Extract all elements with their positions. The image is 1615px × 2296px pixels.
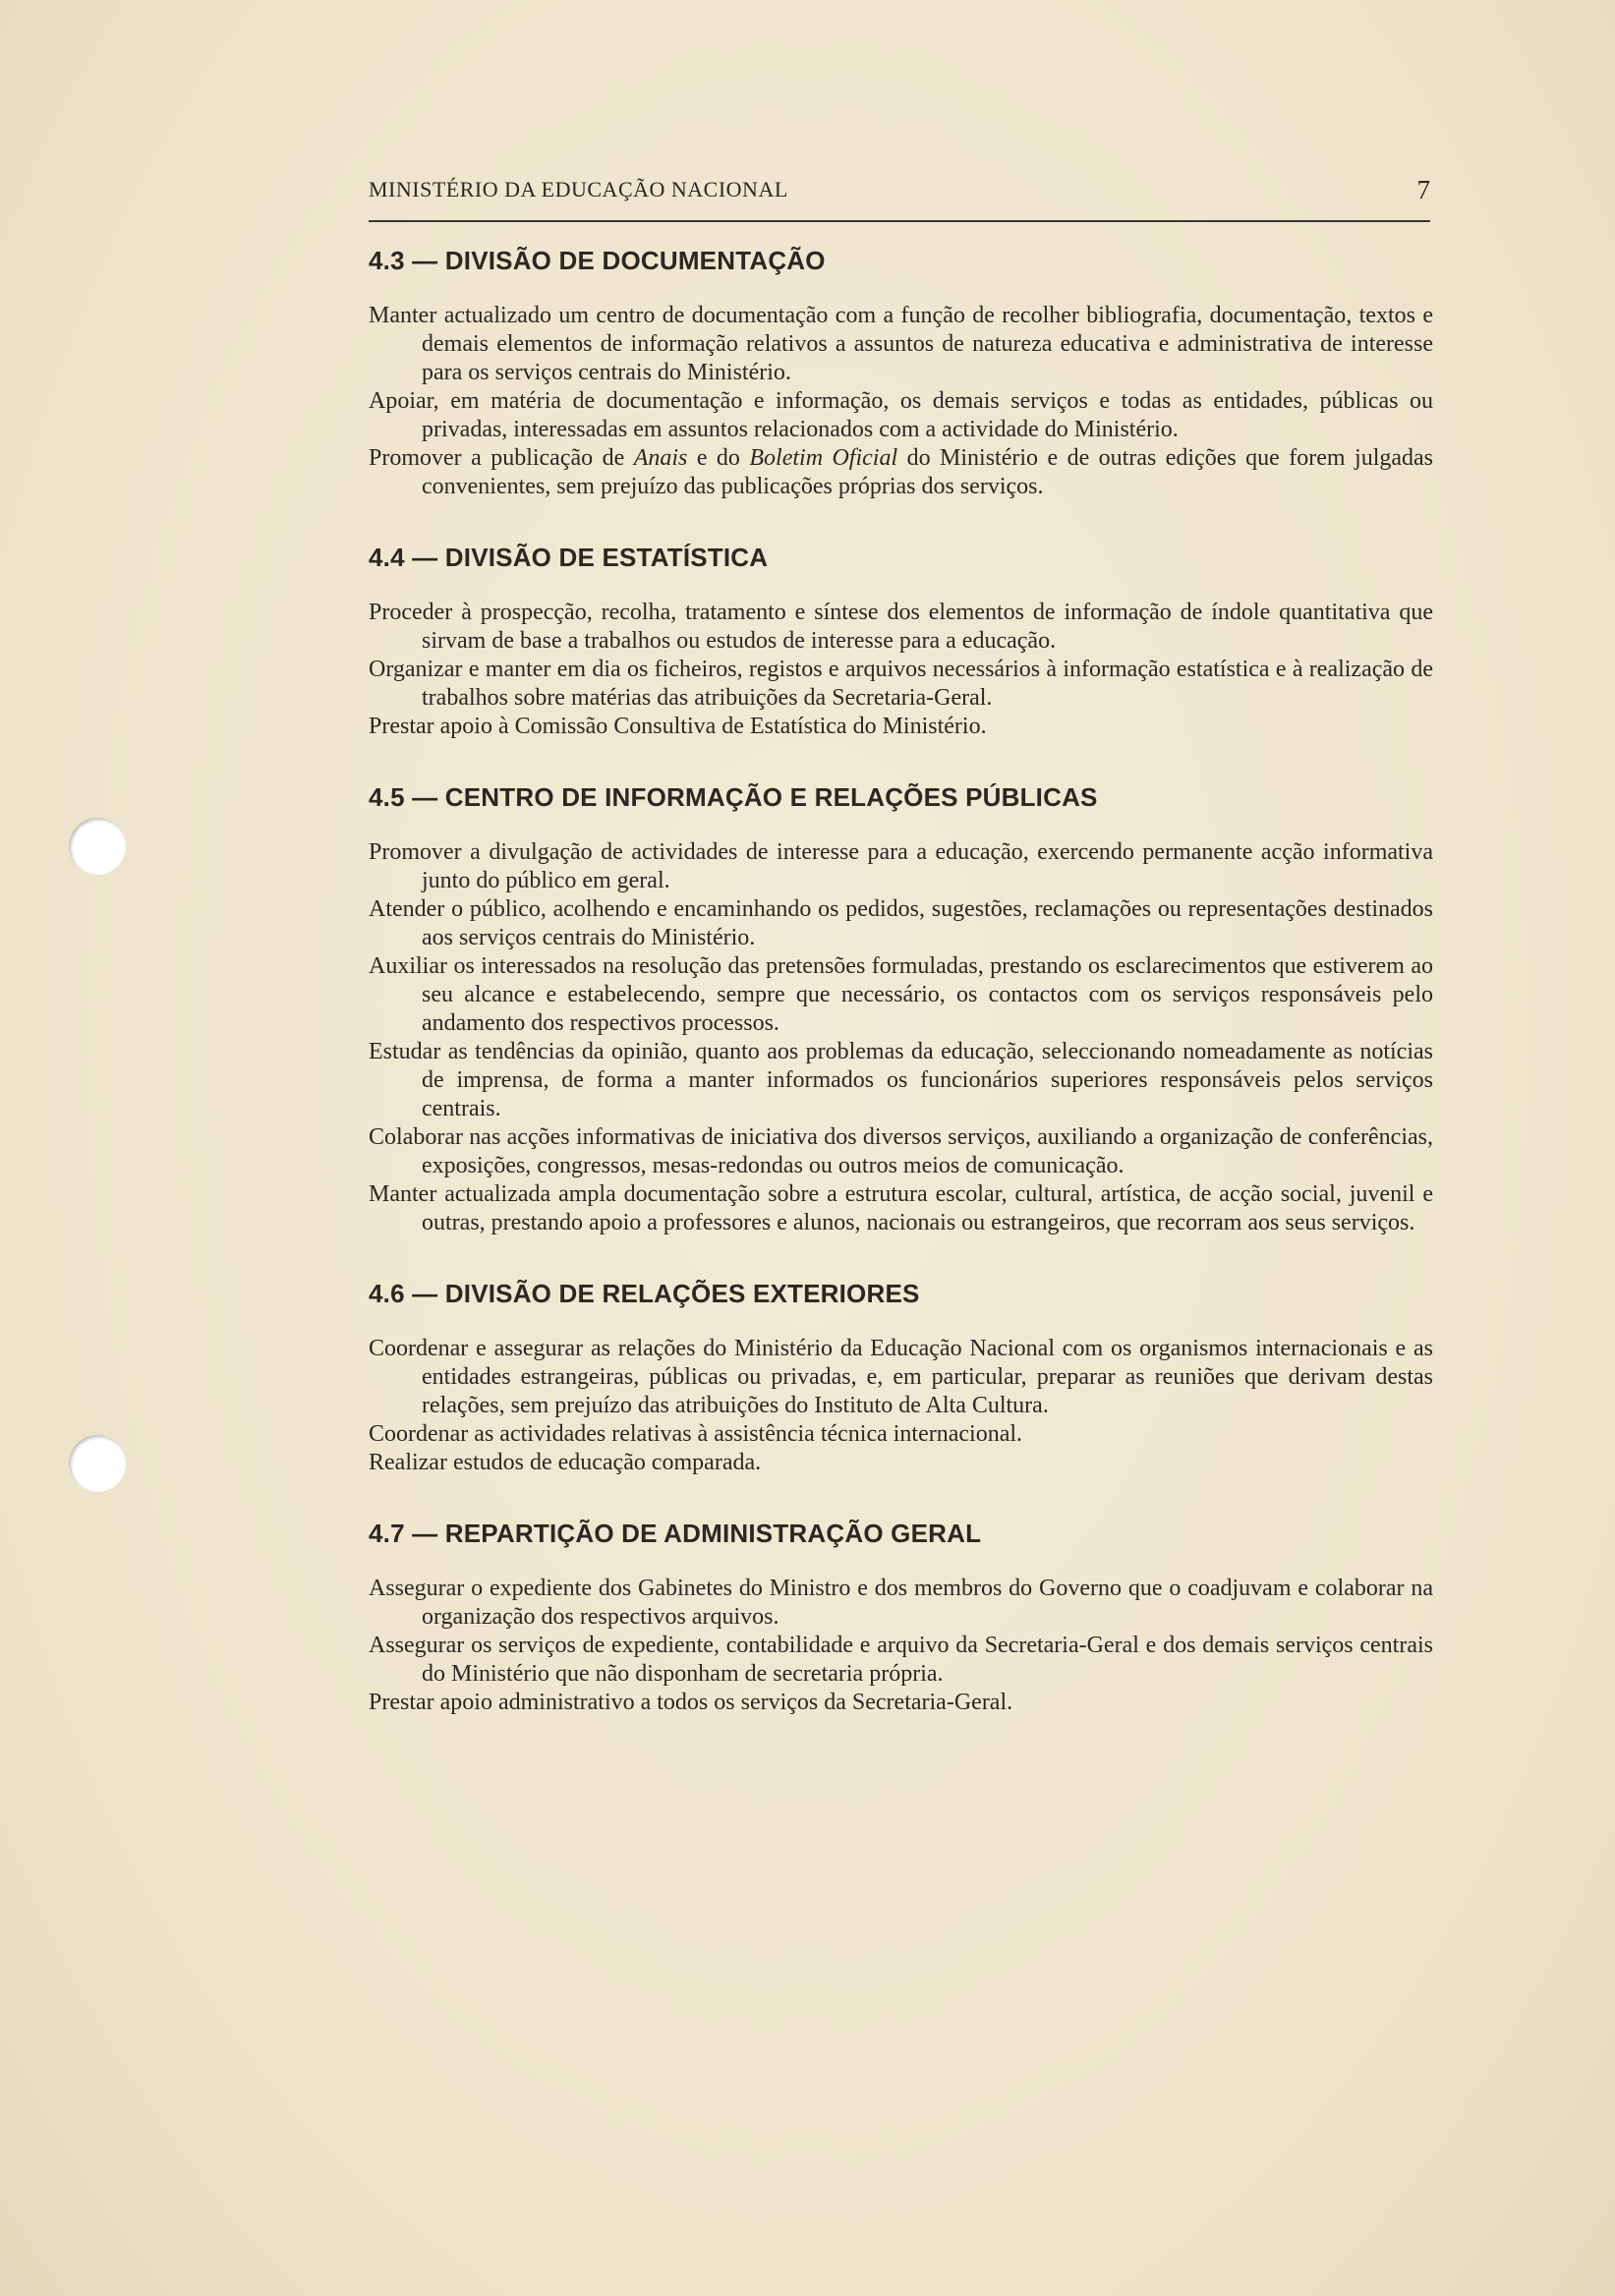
section-heading: 4.3 — DIVISÃO DE DOCUMENTAÇÃO: [369, 246, 826, 275]
paragraph: Organizar e manter em dia os ficheiros, registos e arquivos necessários à informação estatística e à realização de trabalhos sobre matérias das atribuições da Secretaria-Geral.: [369, 657, 1433, 711]
paragraph: Coordenar e assegurar as relações do Ministério da Educação Nacional com os organismos internacionais e as entidades estrangeiras, públicas ou privadas, e, em particular, preparar as reuniões que derivam destas relações, sem prejuízo das atribuições do Instituto de Alta Cultura.: [369, 1336, 1433, 1418]
paragraph: Proceder à prospecção, recolha, tratamento e síntese dos elementos de informação de índole quantitativa que sirvam de base a trabalhos ou estudos de interesse para a educação.: [369, 600, 1433, 654]
document-body: [369, 246, 1433, 1717]
paragraph: Estudar as tendências da opinião, quanto aos problemas da educação, seleccionando nomeadamente as notícias de imprensa, de forma a manter informados os funcionários superiores responsáveis pelos serviços centrais.: [369, 1039, 1433, 1121]
paragraph: Realizar estudos de educação comparada.: [369, 1450, 762, 1475]
section-heading: 4.4 — DIVISÃO DE ESTATÍSTICA: [369, 543, 769, 572]
paragraph: Manter actualizada ampla documentação sobre a estrutura escolar, cultural, artística, de acção social, juvenil e outras, prestando apoio a professores e alunos, nacionais ou estrangeiros, que recorram aos seus serviços.: [369, 1181, 1433, 1235]
section-4-5: [369, 782, 1433, 1237]
section-heading: 4.6 — DIVISÃO DE RELAÇÕES EXTERIORES: [369, 1279, 920, 1308]
paragraph: Manter actualizado um centro de documentação com a função de recolher bibliografia, documentação, textos e demais elementos de informação relativos a assuntos de natureza educativa e administrativa de interesse para os serviços centrais do Ministério.: [369, 303, 1433, 385]
running-header: [369, 177, 1430, 222]
paragraph: Promover a divulgação de actividades de interesse para a educação, exercendo permanente acção informativa junto do público em geral.: [369, 839, 1433, 893]
section-4-7: [369, 1519, 1433, 1717]
paragraph: Prestar apoio à Comissão Consultiva de Estatística do Ministério.: [369, 714, 987, 739]
punch-hole-upper: [69, 818, 126, 875]
section-4-6: [369, 1279, 1433, 1477]
paragraph: Coordenar as actividades relativas à assistência técnica internacional.: [369, 1421, 1023, 1447]
paragraph: Prestar apoio administrativo a todos os serviços da Secretaria-Geral.: [369, 1690, 1013, 1715]
paragraph: Atender o público, acolhendo e encaminhando os pedidos, sugestões, reclamações ou representações destinados aos serviços centrais do Ministério.: [369, 896, 1433, 950]
publication-title: Anais: [633, 445, 688, 471]
paragraph: Assegurar o expediente dos Gabinetes do Ministro e dos membros do Governo que o coadjuvam e colaborar na organização dos respectivos arquivos.: [369, 1576, 1433, 1630]
punch-hole-lower: [69, 1435, 126, 1492]
section-heading: 4.7 — REPARTIÇÃO DE ADMINISTRAÇÃO GERAL: [369, 1519, 982, 1548]
section-4-3: [369, 246, 1433, 501]
page-number: 7: [1416, 175, 1430, 204]
publication-title: Boletim Oficial: [749, 445, 898, 471]
paragraph: Promover a publicação de Anais e do Boletim Oficial do Ministério e de outras edições que forem julgadas convenientes, sem prejuízo das publicações próprias dos serviços.: [369, 445, 1434, 499]
section-heading: 4.5 — CENTRO DE INFORMAÇÃO E RELAÇÕES PÚBLICAS: [369, 782, 1098, 812]
paragraph: Colaborar nas acções informativas de iniciativa dos diversos serviços, auxiliando a organização de conferências, exposições, congressos, mesas-redondas ou outros meios de comunicação.: [369, 1124, 1433, 1178]
paragraph: Assegurar os serviços de expediente, contabilidade e arquivo da Secretaria-Geral e dos demais serviços centrais do Ministério que não disponham de secretaria própria.: [369, 1633, 1433, 1687]
header-title: MINISTÉRIO DA EDUCAÇÃO NACIONAL: [369, 177, 788, 201]
paragraph: Auxiliar os interessados na resolução das pretensões formuladas, prestando os esclarecimentos que estiverem ao seu alcance e estabelecendo, sempre que necessário, os contactos com os serviços responsáveis pelo andamento dos respectivos processos.: [369, 953, 1433, 1036]
paragraph: Apoiar, em matéria de documentação e informação, os demais serviços e todas as entidades, públicas ou privadas, interessadas em assuntos relacionados com a actividade do Ministério.: [369, 388, 1433, 442]
section-4-4: [369, 543, 1433, 741]
